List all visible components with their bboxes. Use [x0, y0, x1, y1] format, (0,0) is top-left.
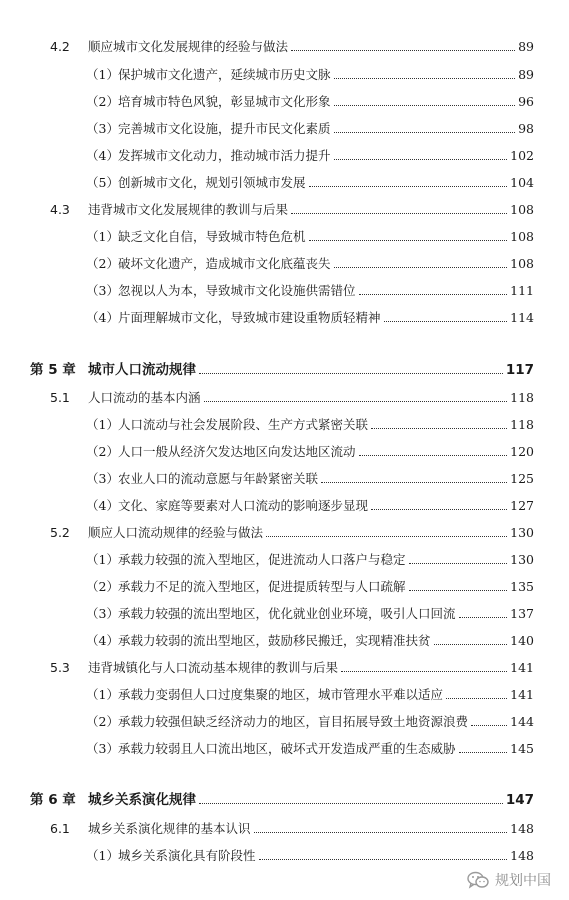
dot-leader — [321, 482, 507, 483]
toc-page-number: 117 — [505, 362, 534, 378]
toc-title: 承载力不足的流入型地区，促进提质转型与人口疏解 — [118, 579, 406, 594]
toc-number: 6.1 — [50, 821, 70, 836]
toc-number: 4.3 — [50, 202, 70, 217]
toc-number: （3） — [86, 283, 119, 298]
toc-page-number: 120 — [510, 444, 534, 459]
toc-title: 人口流动的基本内涵 — [88, 390, 201, 405]
dot-leader — [459, 752, 508, 753]
toc-title: 片面理解城市文化，导致城市建设重物质轻精神 — [118, 310, 381, 325]
toc-number: （1） — [86, 67, 119, 82]
toc-page-number: 130 — [510, 525, 534, 540]
toc-page-number: 137 — [510, 606, 534, 621]
toc-number: （1） — [86, 687, 119, 702]
dot-leader — [409, 590, 508, 591]
toc-title: 顺应城市文化发展规律的经验与做法 — [88, 39, 289, 54]
dot-leader — [434, 644, 508, 645]
toc-number: （3） — [86, 471, 119, 486]
toc-number: （1） — [86, 848, 119, 863]
dot-leader — [341, 671, 507, 672]
dot-leader — [204, 401, 508, 402]
toc-page-number: 114 — [510, 310, 534, 325]
toc-title: 违背城镇化与人口流动基本规律的教训与后果 — [88, 660, 339, 675]
toc-number: （3） — [86, 606, 119, 621]
toc-item-row[interactable] — [0, 573, 569, 595]
toc-page-number: 147 — [505, 792, 534, 808]
toc-title: 承载力较弱的流出型地区，鼓励移民搬迁，实现精准扶贫 — [118, 633, 431, 648]
toc-title: 完善城市文化设施，提升市民文化素质 — [118, 121, 331, 136]
toc-item-row[interactable] — [0, 277, 569, 299]
dot-leader — [359, 294, 508, 295]
toc-page-number: 111 — [510, 283, 534, 298]
toc-title: 保护城市文化遗产，延续城市历史文脉 — [118, 67, 331, 82]
toc-page-number: 108 — [510, 202, 534, 217]
toc-number: 4.2 — [50, 39, 70, 54]
toc-number: （1） — [86, 229, 119, 244]
dot-leader — [371, 428, 507, 429]
dot-leader — [199, 803, 503, 804]
toc-number: 第 6 章 — [30, 792, 76, 808]
dot-leader — [199, 373, 503, 374]
toc-item-row[interactable] — [0, 681, 569, 703]
toc-page-number: 140 — [510, 633, 534, 648]
toc-number: （4） — [86, 633, 119, 648]
dot-leader — [291, 213, 507, 214]
toc-title: 城乡关系演化规律 — [88, 792, 196, 808]
dot-leader — [359, 455, 508, 456]
toc-item-row[interactable] — [0, 61, 569, 83]
toc-title: 承载力较强但缺乏经济动力的地区，盲目拓展导致土地资源浪费 — [118, 714, 469, 729]
toc-number: （3） — [86, 741, 119, 756]
dot-leader — [446, 698, 507, 699]
toc-number: 第 5 章 — [30, 362, 76, 378]
toc-number: （2） — [86, 579, 119, 594]
toc-title: 城乡关系演化具有阶段性 — [118, 848, 256, 863]
toc-page-number: 148 — [510, 821, 534, 836]
toc-title: 缺乏文化自信，导致城市特色危机 — [118, 229, 306, 244]
toc-page-number: 108 — [510, 256, 534, 271]
toc-number: （1） — [86, 552, 119, 567]
toc-number: 5.2 — [50, 525, 70, 540]
toc-item-row[interactable] — [0, 88, 569, 110]
dot-leader — [254, 832, 508, 833]
dot-leader — [309, 240, 508, 241]
toc-item-row[interactable] — [0, 627, 569, 649]
toc-page-number: 98 — [518, 121, 534, 136]
toc-title: 承载力较弱且人口流出地区，破坏式开发造成严重的生态威胁 — [118, 741, 456, 756]
dot-leader — [371, 509, 507, 510]
toc-title: 承载力较强的流入型地区，促进流动人口落户与稳定 — [118, 552, 406, 567]
toc-page-number: 89 — [518, 39, 534, 54]
toc-section-row[interactable] — [0, 519, 569, 541]
toc-section-row[interactable] — [0, 33, 569, 55]
toc-item-row[interactable] — [0, 708, 569, 730]
toc-item-row[interactable] — [0, 169, 569, 191]
toc-number: （4） — [86, 498, 119, 513]
toc-page-number: 141 — [510, 660, 534, 675]
toc-number: 5.3 — [50, 660, 70, 675]
dot-leader — [334, 267, 508, 268]
toc-page-number: 102 — [510, 148, 534, 163]
toc-page-number: 145 — [510, 741, 534, 756]
toc-item-row[interactable] — [0, 600, 569, 622]
wechat-icon — [467, 871, 489, 889]
toc-item-row[interactable] — [0, 304, 569, 326]
toc-page-number: 118 — [510, 390, 534, 405]
dot-leader — [384, 321, 508, 322]
dot-leader — [334, 78, 516, 79]
watermark-text: 规划中国 — [495, 873, 551, 889]
toc-title: 顺应人口流动规律的经验与做法 — [88, 525, 264, 540]
toc-title: 违背城市文化发展规律的教训与后果 — [88, 202, 289, 217]
toc-page-number: 104 — [510, 175, 534, 190]
toc-item-row[interactable] — [0, 492, 569, 514]
toc-item-row[interactable] — [0, 465, 569, 487]
toc-title: 创新城市文化，规划引领城市发展 — [118, 175, 306, 190]
toc-item-row[interactable] — [0, 223, 569, 245]
toc-number: （2） — [86, 444, 119, 459]
dot-leader — [471, 725, 507, 726]
toc-page-number: 148 — [510, 848, 534, 863]
toc-section-row[interactable] — [0, 196, 569, 218]
dot-leader — [459, 617, 508, 618]
toc-item-row[interactable] — [0, 842, 569, 864]
watermark — [467, 870, 551, 890]
toc-number: （1） — [86, 417, 119, 432]
toc-page-number: 135 — [510, 579, 534, 594]
toc-title: 承载力较强的流出型地区，优化就业创业环境，吸引人口回流 — [118, 606, 456, 621]
toc-title: 城乡关系演化规律的基本认识 — [88, 821, 251, 836]
dot-leader — [309, 186, 508, 187]
toc-number: （2） — [86, 94, 119, 109]
toc-title: 城市人口流动规律 — [88, 362, 196, 378]
toc-item-row[interactable] — [0, 546, 569, 568]
toc-title: 发挥城市文化动力，推动城市活力提升 — [118, 148, 331, 163]
dot-leader — [259, 859, 508, 860]
dot-leader — [334, 132, 516, 133]
toc-section-row[interactable] — [0, 654, 569, 676]
toc-item-row[interactable] — [0, 735, 569, 757]
toc-title: 培育城市特色风貌，彰显城市文化形象 — [118, 94, 331, 109]
toc-number: （2） — [86, 256, 119, 271]
toc-title: 忽视以人为本，导致城市文化设施供需错位 — [118, 283, 356, 298]
toc-page-number: 108 — [510, 229, 534, 244]
toc-section-row[interactable] — [0, 384, 569, 406]
toc-number: （3） — [86, 121, 119, 136]
toc-item-row[interactable] — [0, 115, 569, 137]
toc-page-number: 89 — [518, 67, 534, 82]
toc-item-row[interactable] — [0, 438, 569, 460]
toc-page-number: 127 — [510, 498, 534, 513]
dot-leader — [334, 159, 508, 160]
dot-leader — [266, 536, 507, 537]
toc-title: 承载力变弱但人口过度集聚的地区，城市管理水平难以适应 — [118, 687, 444, 702]
dot-leader — [409, 563, 508, 564]
toc-number: （4） — [86, 310, 119, 325]
toc-title: 文化、家庭等要素对人口流动的影响逐步显现 — [118, 498, 369, 513]
toc-chapter-row[interactable] — [0, 786, 569, 808]
toc-section-row[interactable] — [0, 815, 569, 837]
dot-leader — [291, 50, 515, 51]
toc-page-number: 130 — [510, 552, 534, 567]
dot-leader — [334, 105, 516, 106]
toc-number: （5） — [86, 175, 119, 190]
toc-page-number: 96 — [518, 94, 534, 109]
toc-page-number: 144 — [510, 714, 534, 729]
toc-title: 人口流动与社会发展阶段、生产方式紧密关联 — [118, 417, 369, 432]
toc-number: （4） — [86, 148, 119, 163]
toc-item-row[interactable] — [0, 142, 569, 164]
toc-title: 破坏文化遗产，造成城市文化底蕴丧失 — [118, 256, 331, 271]
toc-chapter-row[interactable] — [0, 356, 569, 378]
toc-number: 5.1 — [50, 390, 70, 405]
toc-title: 人口一般从经济欠发达地区向发达地区流动 — [118, 444, 356, 459]
toc-page-number: 118 — [510, 417, 534, 432]
toc-number: （2） — [86, 714, 119, 729]
toc-item-row[interactable] — [0, 250, 569, 272]
toc-title: 农业人口的流动意愿与年龄紧密关联 — [118, 471, 319, 486]
toc-page-number: 125 — [510, 471, 534, 486]
toc-page-number: 141 — [510, 687, 534, 702]
toc-item-row[interactable] — [0, 411, 569, 433]
